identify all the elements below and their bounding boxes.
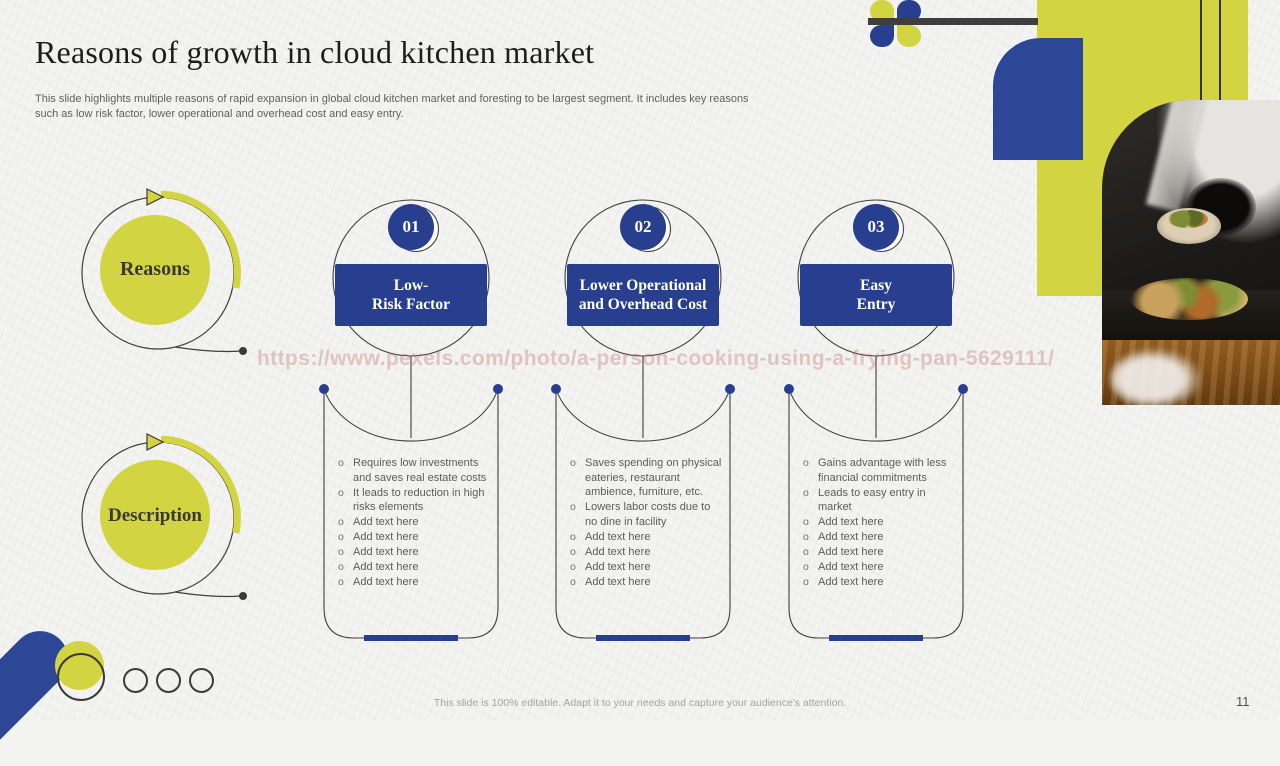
reason-title-line: Risk Factor bbox=[372, 296, 450, 313]
bullet-text: Saves spending on physical eateries, restaurant ambience, furniture, etc. bbox=[585, 457, 722, 498]
footer-note: This slide is 100% editable. Adapt it to your needs and capture your audience's attention. bbox=[433, 697, 847, 709]
bullet-text: Add text here bbox=[818, 516, 884, 528]
list-item bbox=[338, 560, 490, 575]
bullet-text: Add text here bbox=[818, 531, 884, 543]
list-item bbox=[570, 456, 722, 500]
reason-title-band bbox=[335, 264, 487, 326]
bullet-text: Add text here bbox=[353, 531, 419, 543]
description-label: Description bbox=[108, 505, 202, 526]
number-badge: 03 bbox=[853, 204, 899, 250]
reason-title-band bbox=[567, 264, 719, 326]
bullet-marker: o bbox=[570, 575, 576, 588]
bullet-text: Add text here bbox=[818, 576, 884, 588]
reason-title-line: Entry bbox=[856, 296, 896, 313]
bullet-text: Add text here bbox=[585, 530, 651, 543]
bullet-marker: o bbox=[338, 561, 344, 573]
bullet-list bbox=[570, 456, 722, 590]
bullet-marker: o bbox=[338, 546, 344, 558]
bullet-marker: o bbox=[338, 516, 344, 528]
bullet-text: Add text here bbox=[353, 516, 419, 528]
list-item bbox=[803, 530, 955, 545]
bullet-marker: o bbox=[570, 545, 576, 558]
reason-title-line: and Overhead Cost bbox=[578, 296, 708, 313]
bullet-text: Add text here bbox=[818, 546, 884, 558]
reasons-label: Reasons bbox=[119, 258, 190, 280]
bullet-text: Add text here bbox=[353, 576, 419, 588]
list-item bbox=[570, 530, 722, 545]
list-item bbox=[338, 545, 490, 560]
number-badge: 01 bbox=[388, 204, 434, 250]
list-item bbox=[338, 575, 490, 590]
reason-column-2 bbox=[548, 198, 738, 648]
bullet-marker: o bbox=[338, 457, 344, 469]
horizontal-bar-decoration bbox=[868, 18, 1038, 25]
photo-food-pile-area bbox=[1130, 278, 1248, 320]
reason-title-band bbox=[800, 264, 952, 326]
bullet-text: Add text here bbox=[585, 545, 651, 558]
list-item bbox=[570, 500, 722, 529]
blue-arch-decoration bbox=[993, 38, 1083, 160]
petal-shape bbox=[870, 25, 894, 47]
bullet-marker: o bbox=[803, 486, 809, 499]
number-badge: 02 bbox=[620, 204, 666, 250]
slide-description: This slide highlights multiple reasons of rapid expansion in global cloud kitchen market and foresting to be largest segment. It includes key reasons such as low risk factor, lower operational and overhead cost and easy entry. bbox=[35, 93, 749, 120]
bullet-text: It leads to reduction in high risks elements bbox=[353, 486, 485, 513]
bullet-text: Add text here bbox=[353, 561, 419, 573]
ring-decoration bbox=[123, 668, 148, 693]
bullet-list bbox=[338, 456, 490, 590]
reason-column-3 bbox=[781, 198, 971, 648]
bullet-marker: o bbox=[803, 531, 809, 543]
list-item bbox=[570, 575, 722, 590]
bullet-marker: o bbox=[338, 576, 344, 588]
bullet-marker: o bbox=[570, 457, 576, 469]
bullet-text: Requires low investments and saves real estate costs bbox=[353, 457, 487, 484]
bullet-marker: o bbox=[803, 546, 809, 558]
ring-decoration bbox=[189, 668, 214, 693]
bullet-text: Add text here bbox=[585, 575, 651, 588]
bullet-marker: o bbox=[803, 561, 809, 573]
description-label-widget bbox=[75, 430, 260, 630]
page-number: 11 bbox=[1236, 694, 1250, 709]
list-item bbox=[570, 560, 722, 575]
reason-column-1 bbox=[316, 198, 506, 648]
vertical-line-decoration bbox=[1219, 0, 1221, 100]
bullet-marker: o bbox=[803, 516, 809, 528]
bullet-list bbox=[803, 456, 955, 590]
circle-arc-decoration bbox=[75, 430, 260, 630]
photo-source-watermark: https://www.pexels.com/photo/a-person-cooking-using-a-frying-pan-5629111/ bbox=[257, 347, 1055, 370]
chef-plating-photo bbox=[1102, 100, 1280, 405]
photo-plate-food-area bbox=[1168, 210, 1208, 228]
list-item bbox=[570, 545, 722, 560]
bullet-marker: o bbox=[803, 457, 809, 469]
bullet-text: Add text here bbox=[585, 560, 651, 573]
ring-decoration bbox=[57, 653, 105, 701]
list-item bbox=[803, 560, 955, 575]
bullet-text: Leads to easy entry in market bbox=[818, 486, 926, 513]
bullet-text: Gains advantage with less financial commitments bbox=[818, 457, 947, 484]
list-item bbox=[803, 515, 955, 530]
list-item bbox=[338, 515, 490, 530]
reasons-label-widget bbox=[75, 185, 260, 385]
list-item bbox=[338, 530, 490, 545]
list-item bbox=[803, 545, 955, 560]
circle-arc-decoration bbox=[75, 185, 260, 385]
ring-decoration bbox=[156, 668, 181, 693]
bullet-marker: o bbox=[570, 530, 576, 543]
bullet-marker: o bbox=[803, 576, 809, 588]
bullet-text: Lowers labor costs due to no dine in facility bbox=[585, 501, 711, 528]
vertical-line-decoration bbox=[1200, 0, 1202, 100]
photo-jug-area bbox=[1110, 348, 1202, 405]
bullet-marker: o bbox=[570, 501, 576, 513]
bullet-text: Add text here bbox=[818, 561, 884, 573]
bullet-text: Add text here bbox=[353, 546, 419, 558]
bullet-marker: o bbox=[570, 560, 576, 573]
list-item bbox=[803, 486, 955, 515]
reason-title-line: Easy bbox=[860, 277, 892, 294]
bullet-marker: o bbox=[338, 486, 344, 499]
list-item bbox=[803, 456, 955, 485]
reason-title-line: Low- bbox=[393, 277, 429, 294]
page-title: Reasons of growth in cloud kitchen market bbox=[35, 34, 595, 70]
list-item bbox=[803, 575, 955, 590]
list-item bbox=[338, 456, 490, 485]
reason-title-line: Lower Operational bbox=[579, 277, 707, 294]
list-item bbox=[338, 486, 490, 515]
petal-shape bbox=[897, 25, 921, 47]
bullet-marker: o bbox=[338, 531, 344, 543]
